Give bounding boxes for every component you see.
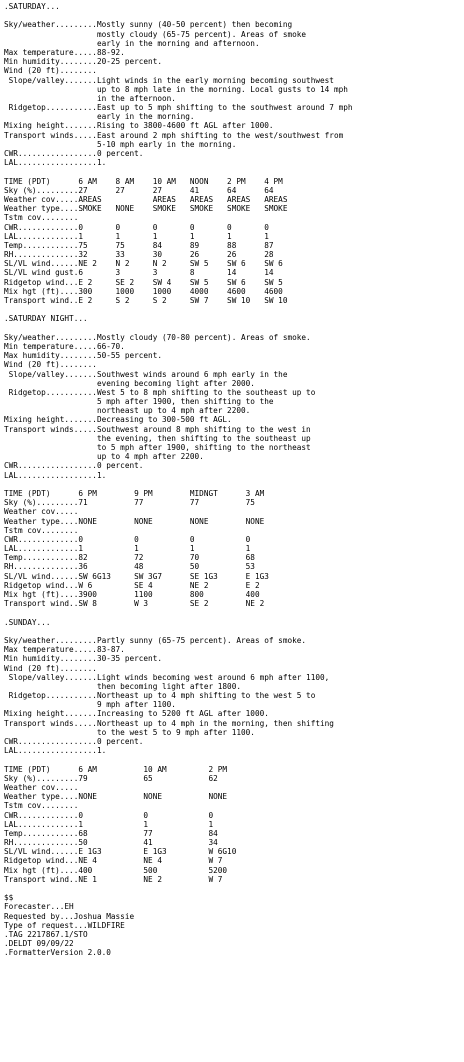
text-line: Mixing height.......Increasing to 5200 ft AGL after 1000. [4,709,269,719]
text-line [4,11,353,20]
text-line: LAL.............1 1 1 1 [4,544,251,554]
text-line: TIME (PDT) 6 AM 10 AM 2 PM [4,764,228,774]
text-line: Transport winds.....East around 2 mph shifting to the west/southwest from [4,130,344,140]
text-line: Min temperature.....66-70. [4,341,125,351]
text-line: Weather cov..... [4,782,79,792]
text-line: SL/VL wind......SW 6G13 SW 3G7 SE 1G3 E 1G3 [4,571,269,581]
text-line: up to 4 mph after 2200. [4,452,204,462]
text-line: early in the morning and afternoon. [4,38,260,48]
text-line: LAL.............1 1 1 [4,819,214,829]
text-line: Transport winds.....Northeast up to 4 mph in the morning, then shifting [4,718,334,728]
text-line: Wind (20 ft)........ [4,66,97,76]
text-line: up to 8 mph late in the morning. Local gusts to 14 mph [4,84,348,94]
text-line: Weather type....NONE NONE NONE NONE [4,516,265,526]
text-line: Tstm cov........ [4,213,79,223]
text-line [4,305,353,314]
text-line: TIME (PDT) 6 AM 8 AM 10 AM NOON 2 PM 4 PM [4,176,283,186]
text-line: the evening, then shifting to the southeast up [4,433,311,443]
text-line: Sky/weather.........Mostly cloudy (70-80 percent). Areas of smoke. [4,332,311,342]
text-line: Sky/weather.........Mostly sunny (40-50 percent) then becoming [4,20,293,30]
text-line: 5-10 mph early in the morning. [4,139,237,149]
text-line: Ridgetop wind...W 6 SE 4 NE 2 E 2 [4,580,260,590]
text-line [4,608,353,617]
text-line: Sky (%).........71 77 77 75 [4,498,255,508]
text-line: .SATURDAY NIGHT... [4,314,88,324]
text-line: Sky (%).........79 65 62 [4,773,218,783]
text-line: mostly cloudy (65-75 percent). Areas of smoke [4,29,307,39]
text-line: TIME (PDT) 6 PM 9 PM MIDNGT 3 AM [4,488,265,498]
text-line: Slope/valley.......Southwest winds around 6 mph early in the [4,369,288,379]
text-line: LAL.................1. [4,746,107,756]
text-line: .SUNDAY... [4,617,51,627]
text-line: LAL.................1. [4,470,107,480]
text-line: SL/VL wind......E 1G3 E 1G3 W 6G10 [4,847,237,857]
text-line [4,480,353,489]
text-line: Transport wind..NE 1 NE 2 W 7 [4,874,223,884]
text-line: Min humidity........20-25 percent. [4,57,163,67]
text-line: northeast up to 4 mph after 2200. [4,406,251,416]
text-line: Temp............82 72 70 68 [4,553,255,563]
text-line: Mix hgt (ft)....3900 1100 800 400 [4,590,260,599]
text-line: early in the morning. [4,112,195,122]
text-line: Ridgetop wind...E 2 SE 2 SW 4 SW 5 SW 6 SW 5 [4,277,283,287]
text-line: CWR.................0 percent. [4,737,144,746]
text-line: Max humidity........50-55 percent. [4,351,163,361]
text-line: Weather cov.....AREAS AREAS AREAS AREAS AREAS [4,194,288,204]
text-line: Ridgetop wind...NE 4 NE 4 W 7 [4,856,223,866]
text-line: 5 mph after 1900, then shifting to the [4,397,274,407]
text-line: Temp............75 75 84 89 88 87 [4,240,274,250]
text-line: RH..............50 41 34 [4,838,218,848]
text-line: $$ [4,893,14,903]
text-line: Sky (%).........27 27 27 41 64 64 [4,185,274,195]
text-line: 9 mph after 1100. [4,700,176,710]
text-line: SL/VL wind......NE 2 N 2 N 2 SW 5 SW 6 SW 6 [4,259,283,269]
text-line: Tstm cov........ [4,801,79,811]
text-line [4,627,353,636]
text-line: Ridgetop...........East up to 5 mph shifting to the southwest around 7 mph [4,103,353,113]
text-line: Requested by...Joshua Massie [4,911,135,921]
text-line: Mix hgt (ft)....300 1000 1000 4000 4600 4600 [4,286,283,296]
text-line: Tstm cov........ [4,525,79,535]
text-line: Sky/weather.........Partly sunny (65-75 percent). Areas of smoke. [4,635,307,645]
text-line: Mixing height.......Rising to 3800-4600 ft AGL after 1000. [4,121,274,131]
text-line: .TAG 2217867.1/STO [4,929,88,939]
text-line: SL/VL wind gust.6 3 3 8 14 14 [4,268,274,278]
text-line: Transport wind..E 2 S 2 S 2 SW 7 SW 10 SW 10 [4,296,288,305]
text-line: to 5 mph after 1900, shifting to the northeast [4,443,311,452]
text-line: Weather cov..... [4,507,79,517]
text-line: Slope/valley.......Light winds in the early morning becoming southwest [4,75,334,85]
text-line: CWR.............0 0 0 0 [4,534,251,544]
text-line: Type of request...WILDFIRE [4,920,125,930]
text-line: Forecaster...EH [4,902,74,912]
text-line [4,884,353,893]
text-line: Max temperature.....83-87. [4,645,125,655]
text-line: RH..............36 48 50 53 [4,562,255,572]
text-line: Wind (20 ft)........ [4,663,97,673]
text-line: .DELDT 09/09/22 [4,939,74,949]
text-line: CWR.................0 percent. [4,149,144,158]
text-line: Slope/valley.......Light winds becoming west around 6 mph after 1100, [4,672,330,682]
text-line: Wind (20 ft)........ [4,360,97,370]
text-line: to the west 5 to 9 mph after 1100. [4,727,255,737]
text-line: Mixing height.......Decreasing to 300-500 ft AGL. [4,415,232,425]
text-line: Weather type....NONE NONE NONE [4,792,228,802]
text-line [4,167,353,176]
text-line: in the afternoon. [4,93,176,103]
text-line: Mix hgt (ft)....400 500 5200 [4,865,228,875]
text-line: CWR.................0 percent. [4,461,144,471]
text-line [4,755,353,764]
forecast-text [4,2,353,958]
text-line: Weather type....SMOKE NONE SMOKE SMOKE SMOKE SMOKE [4,204,288,214]
text-line: Ridgetop...........Northeast up to 4 mph shifting to the west 5 to [4,691,316,701]
text-line: Transport winds.....Southwest around 8 mph shifting to the west in [4,424,311,434]
text-line: CWR.............0 0 0 0 0 0 [4,222,269,232]
text-line: Transport wind..SW 8 W 3 SE 2 NE 2 [4,599,265,609]
text-line: Max temperature.....88-92. [4,47,125,57]
text-line: LAL.............1 1 1 1 1 1 [4,231,269,241]
text-line: Temp............68 77 84 [4,828,218,838]
text-line: .SATURDAY... [4,2,60,11]
text-line: evening becoming light after 2000. [4,378,255,388]
text-line: LAL.................1. [4,158,107,168]
text-line: RH..............32 33 30 26 26 28 [4,250,274,260]
text-line: CWR.............0 0 0 [4,810,214,820]
text-line: then becoming light after 1800. [4,681,242,691]
text-line: Ridgetop...........West 5 to 8 mph shifting to the southeast up to [4,387,316,397]
text-line: Min humidity........30-35 percent. [4,654,163,664]
text-line [4,324,353,333]
text-line: .FormatterVersion 2.0.0 [4,948,111,958]
